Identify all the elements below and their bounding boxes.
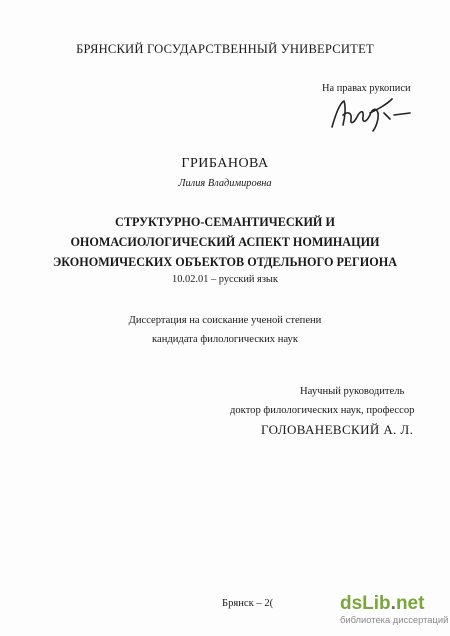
thesis-title-line: СТРУКТУРНО-СЕМАНТИЧЕСКИЙ И — [115, 215, 335, 229]
thesis-title-line: ЭКОНОМИЧЕСКИХ ОБЪЕКТОВ ОТДЕЛЬНОГО РЕГИОНА — [52, 255, 398, 269]
handwritten-signature — [326, 93, 416, 135]
supervisor-credentials: доктор филологических наук, профессор — [230, 405, 415, 416]
author-surname: ГРИБАНОВА — [181, 156, 269, 171]
place-year: Брянск – 2( — [222, 598, 274, 609]
specialty-code: 10.02.01 – русский язык — [172, 274, 278, 285]
degree-statement — [0, 311, 450, 349]
watermark-logo-main: dsLib — [340, 593, 391, 614]
university-name: БРЯНСКИЙ ГОСУДАРСТВЕННЫЙ УНИВЕРСИТЕТ — [76, 42, 374, 56]
degree-line: Диссертация на соискание ученой степени — [128, 315, 322, 326]
thesis-title — [0, 212, 450, 272]
watermark-logo[interactable] — [340, 594, 450, 614]
thesis-title-line: ОНОМАСИОЛОГИЧЕСКИЙ АСПЕКТ НОМИНАЦИИ — [70, 235, 380, 249]
author-given-names: Лилия Владимировна — [178, 178, 272, 189]
manuscript-note: На правах рукописи — [322, 83, 411, 94]
degree-line: кандидата филологических наук — [152, 334, 298, 345]
watermark-logo-dot: . — [390, 593, 396, 614]
supervisor-label: Научный руководитель — [300, 386, 405, 397]
watermark[interactable] — [340, 594, 450, 626]
watermark-subtitle: библиотека диссертаций — [340, 614, 449, 625]
watermark-logo-tld: net — [395, 593, 425, 614]
supervisor-name: ГОЛОВАНЕВСКИЙ А. Л. — [261, 422, 414, 437]
